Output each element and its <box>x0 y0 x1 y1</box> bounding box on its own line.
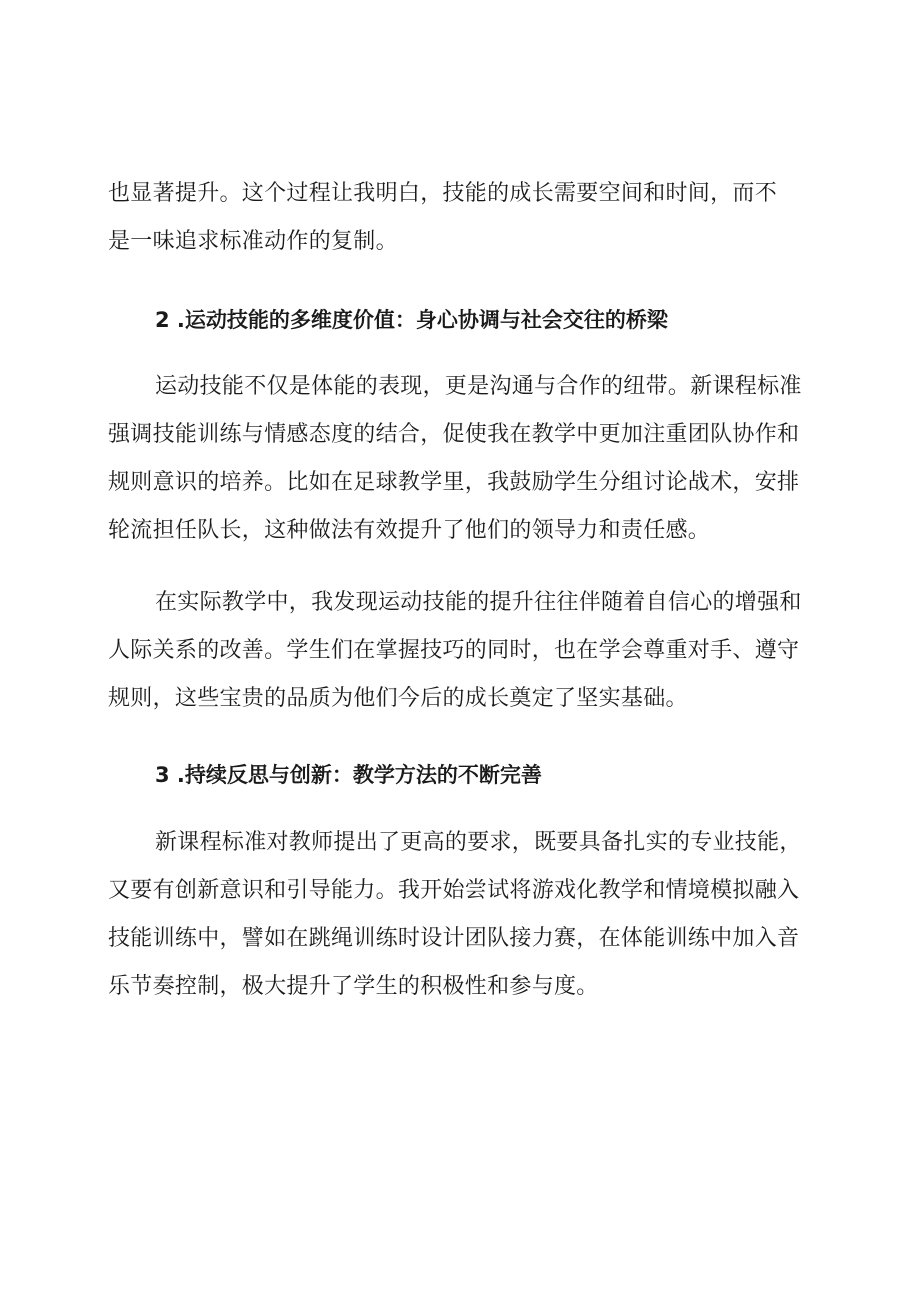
section-3-para-1-line-4: 乐节奏控制，极大提升了学生的积极性和参与度。 <box>108 974 599 999</box>
section-2-heading: 2 .运动技能的多维度价值：身心协调与社会交往的桥梁 <box>155 308 668 332</box>
section-2-para-1-line-4: 轮流担任队长，这种做法有效提升了他们的领导力和责任感。 <box>108 518 711 543</box>
section-2-para-1-line-3: 规则意识的培养。比如在足球教学里，我鼓励学生分组讨论战术，安排 <box>108 470 800 495</box>
section-2-para-1-line-2: 强调技能训练与情感态度的结合，促使我在教学中更加注重团队协作和 <box>108 422 800 447</box>
section-2-para-2-line-2: 人际关系的改善。学生们在掌握技巧的同时，也在学会尊重对手、遵守 <box>108 638 800 663</box>
section-3-para-1-line-3: 技能训练中，譬如在跳绳训练时设计团队接力赛，在体能训练中加入音 <box>108 926 800 951</box>
intro-line-1: 也显著提升。这个过程让我明白，技能的成长需要空间和时间，而不 <box>108 181 778 206</box>
section-3-para-1-line-2: 又要有创新意识和引导能力。我开始尝试将游戏化教学和情境模拟融入 <box>108 878 800 903</box>
section-2-para-2-line-3: 规则，这些宝贵的品质为他们今后的成长奠定了坚实基础。 <box>108 686 688 711</box>
section-2-para-2-line-1: 在实际教学中，我发现运动技能的提升往往伴随着自信心的增强和 <box>155 590 802 615</box>
intro-line-2: 是一味追求标准动作的复制。 <box>108 229 398 254</box>
section-2-para-1-line-1: 运动技能不仅是体能的表现，更是沟通与合作的纽带。新课程标准 <box>155 374 802 399</box>
section-3-heading: 3 .持续反思与创新：教学方法的不断完善 <box>155 763 542 787</box>
section-3-para-1-line-1: 新课程标准对教师提出了更高的要求，既要具备扎实的专业技能， <box>155 830 802 855</box>
